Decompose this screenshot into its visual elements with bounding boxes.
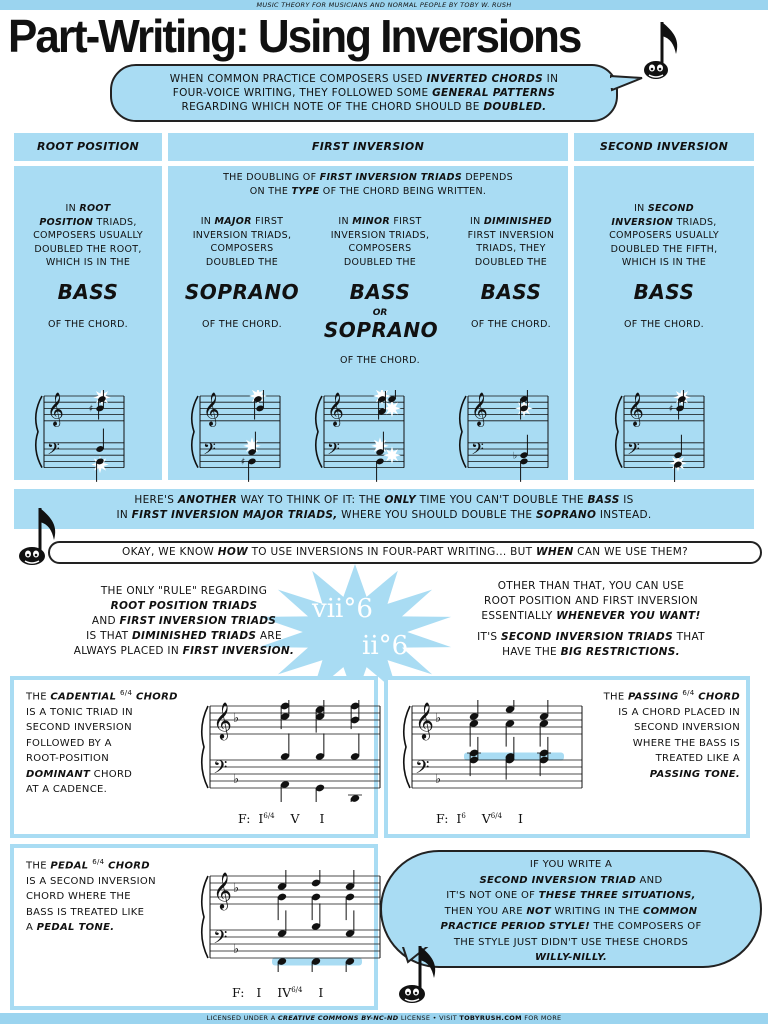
flat-key-signature-icon: ♭: [233, 941, 240, 957]
brace: [616, 396, 622, 468]
treble-clef-icon: 𝄞: [47, 392, 64, 426]
brace: [316, 396, 322, 468]
flat-key-signature-icon: ♭: [435, 710, 442, 726]
cadential-six-four-example: [196, 700, 396, 802]
flat-key-signature-icon: ♭: [233, 710, 240, 726]
sharp-icon: ♯: [240, 456, 246, 468]
rule-left-text: THE ONLY "RULE" REGARDING ROOT POSITION TRIADS AND FIRST INVERSION TRIADS IS THAT DIMINISHED TRIADS ARE ALWAYS PLACED IN FIRST INVERSION.: [73, 585, 295, 657]
brace: [202, 706, 208, 788]
note-character-icon: [392, 944, 438, 1008]
diminished-first-inversion-example: [454, 390, 564, 482]
bass-clef-icon: 𝄢: [213, 926, 228, 953]
flat-key-signature-icon: ♭: [233, 880, 240, 896]
flat-key-signature-icon: ♭: [233, 771, 240, 787]
minor-or: OR: [372, 308, 388, 318]
bass-clef-icon: 𝄢: [627, 439, 640, 463]
second-big-bass: BASS: [633, 280, 695, 304]
dim-big-bass: BASS: [480, 280, 542, 304]
first-intro: THE DOUBLING OF FIRST INVERSION TRIADS DEPENDS ON THE TYPE OF THE CHORD BEING WRITTEN.: [223, 172, 513, 197]
sharp-icon: ♯: [668, 403, 674, 415]
major-big-soprano: SOPRANO: [184, 280, 300, 304]
page-title: Part-Writing: Using Inversions: [8, 11, 581, 63]
minor-big-bass: BASS: [349, 280, 411, 304]
passing-analysis: F: $I^6$ $V^{6/4}$ I: [436, 811, 523, 826]
bass-clef-icon: 𝄢: [213, 756, 228, 783]
second-description: IN SECOND INVERSION TRIADS, COMPOSERS USUALLY DOUBLED THE FIFTH, WHICH IS IN THE: [609, 203, 719, 268]
pedal-analysis: F: I $IV^{6/4}$ I: [232, 985, 324, 1000]
bubble-tail: [610, 72, 644, 94]
flat-key-signature-icon: ♭: [435, 771, 442, 787]
second-foot: OF THE CHORD.: [623, 319, 705, 330]
intro-bubble: WHEN COMMON PRACTICE COMPOSERS USED INVERTED CHORDS IN FOUR-VOICE WRITING, THEY FOLLOWED SOME GENERAL PATTERNS REGARDING WHICH NOTE OF THE CHORD SHOULD BE DOUBLED.: [110, 64, 618, 122]
root-description: IN ROOT POSITION TRIADS, COMPOSERS USUALLY DOUBLED THE ROOT, WHICH IS IN THE: [33, 203, 143, 268]
treble-clef-icon: 𝄞: [327, 392, 344, 426]
major-first-inversion-example: [186, 390, 296, 482]
pedal-description: THE PEDAL $^{6/4}$ CHORD IS A SECOND INVERSION CHORD WHERE THE BASS IS TREATED LIKE A PEDAL TONE.: [26, 858, 156, 934]
root-big-bass: BASS: [57, 280, 119, 304]
dim-description: IN DIMINISHED FIRST INVERSION TRIADS, THEY DOUBLED THE: [467, 216, 555, 268]
bass-clef-icon: 𝄢: [47, 439, 60, 463]
tagline-bar: [0, 0, 768, 10]
brace: [202, 876, 208, 958]
brace: [192, 396, 198, 468]
header-root-position: ROOT POSITION: [14, 133, 162, 161]
root-foot: OF THE CHORD.: [47, 319, 129, 330]
minor-first-inversion-example: [310, 390, 420, 482]
treble-clef-icon: 𝄞: [203, 392, 220, 426]
vii-dim6-symbol: vii°6: [312, 594, 373, 624]
dim-foot: OF THE CHORD.: [470, 319, 552, 330]
minor-big-soprano: SOPRANO: [323, 318, 439, 342]
major-foot: OF THE CHORD.: [201, 319, 283, 330]
bass-clef-icon: 𝄢: [471, 439, 484, 463]
header-first-inversion: FIRST INVERSION: [168, 133, 568, 161]
minor-description: IN MINOR FIRST INVERSION TRIADS, COMPOSERS DOUBLED THE: [330, 216, 430, 268]
passing-description: THE PASSING $^{6/4}$ CHORD IS A CHORD PLACED IN SECOND INVERSION WHERE THE BASS IS TREATED LIKE A PASSING TONE.: [603, 689, 740, 780]
treble-clef-icon: 𝄞: [415, 701, 435, 740]
flat-icon: ♭: [512, 450, 518, 462]
minor-foot: OF THE CHORD.: [339, 355, 421, 366]
bass-clef-icon: 𝄢: [415, 756, 430, 783]
bass-clef-icon: 𝄢: [327, 439, 340, 463]
treble-clef-icon: 𝄞: [213, 701, 233, 740]
brace: [404, 706, 410, 788]
pedal-six-four-example: [196, 870, 396, 972]
cadential-description: THE CADENTIAL $^{6/4}$ CHORD IS A TONIC TRIAD IN SECOND INVERSION FOLLOWED BY A ROOT-POSITION DOMINANT CHORD AT A CADENCE.: [26, 689, 178, 796]
bass-clef-icon: 𝄢: [203, 439, 216, 463]
sharp-icon: ♯: [88, 403, 94, 415]
brace: [36, 396, 42, 468]
doubling-highlight: [91, 456, 108, 473]
treble-clef-icon: 𝄞: [627, 392, 644, 426]
root-position-example: [30, 390, 140, 482]
ii-dim6-symbol: ii°6: [362, 631, 409, 661]
tagline: MUSIC THEORY FOR MUSICIANS AND NORMAL PEOPLE BY TOBY W. RUSH: [256, 1, 512, 9]
treble-clef-icon: 𝄞: [213, 871, 233, 910]
second-inversion-example: [610, 390, 720, 482]
footer-bar: LICENSED UNDER A CREATIVE COMMONS BY-NC-ND LICENSE • VISIT TOBYRUSH.COM FOR MORE: [0, 1013, 768, 1024]
cadential-analysis: F: $I^{6/4}$ V I: [238, 811, 325, 826]
another-way-band: HERE'S ANOTHER WAY TO THINK OF IT: THE ONLY TIME YOU CAN'T DOUBLE THE BASS IS IN FIRST INVERSION MAJOR TRIADS, WHERE YOU SHOULD DOUBLE THE SOPRANO INSTEAD.: [14, 489, 754, 529]
doubling-highlight: [383, 447, 400, 464]
treble-clef-icon: 𝄞: [471, 392, 488, 426]
note-character-icon: [640, 18, 684, 86]
header-second-inversion: SECOND INVERSION: [574, 133, 754, 161]
rule-right-text: OTHER THAN THAT, YOU CAN USE ROOT POSITION AND FIRST INVERSION ESSENTIALLY WHENEVER YOU WANT! IT'S SECOND INVERSION TRIADS THAT HAVE THE BIG RESTRICTIONS.: [477, 580, 705, 658]
brace: [460, 396, 466, 468]
question-bubble: OKAY, WE KNOW HOW TO USE INVERSIONS IN FOUR-PART WRITING... BUT WHEN CAN WE USE THEM?: [48, 541, 762, 564]
final-bubble: IF YOU WRITE A SECOND INVERSION TRIAD AND IT'S NOT ONE OF THESE THREE SITUATIONS, THEN YOU ARE NOT WRITING IN THE COMMON PRACTICE PERIOD STYLE! THE COMPOSERS OF THE STYLE JUST DIDN'T USE THESE CHORDS WILLY-NILLY.: [380, 850, 762, 968]
major-description: IN MAJOR FIRST INVERSION TRIADS, COMPOSERS DOUBLED THE: [192, 216, 292, 268]
passing-six-four-example: [398, 700, 598, 802]
